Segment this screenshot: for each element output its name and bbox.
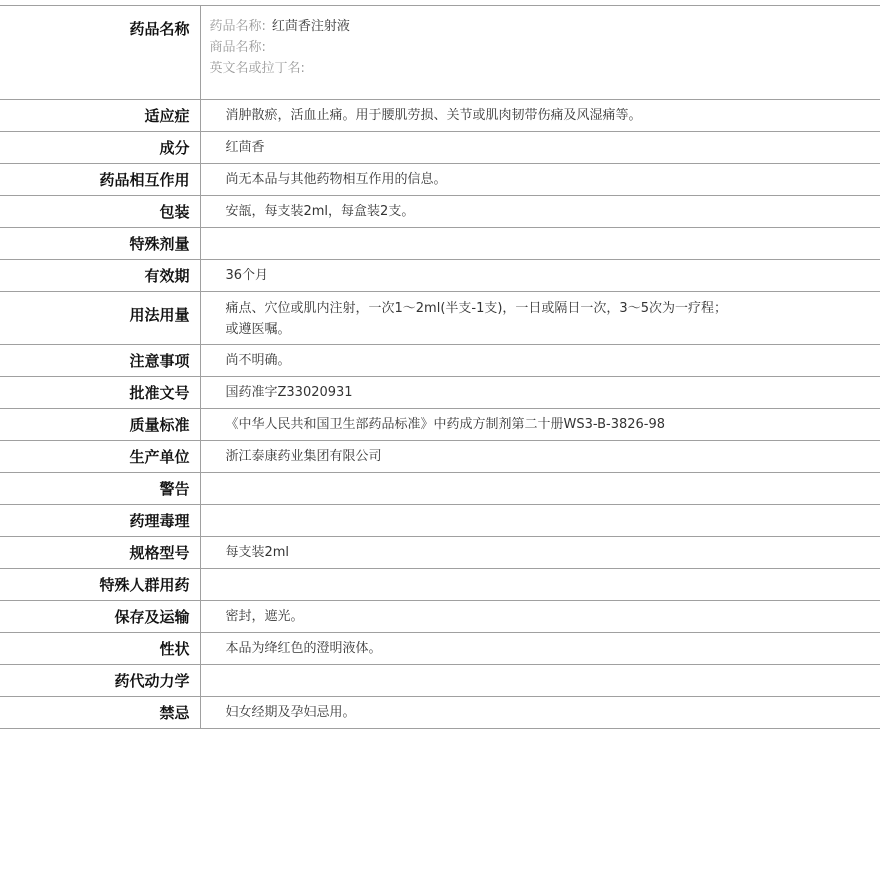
row-quality-standard [0,409,880,441]
row-label-warning: 警告 [0,473,200,505]
row-label-indications: 适应症 [0,100,200,132]
trade-name-label: 商品名称: [209,40,266,55]
row-value-interactions: 尚无本品与其他药物相互作用的信息。 [225,172,447,187]
row-storage [0,601,880,633]
row-indications [0,100,880,132]
row-value-contraindications: 妇女经期及孕妇忌用。 [225,705,356,720]
row-value-precautions: 尚不明确。 [225,353,291,368]
drug-name-cell [200,6,880,100]
row-specification [0,537,880,569]
row-interactions [0,164,880,196]
row-label-drug-name: 药品名称 [0,6,200,100]
generic-name-line [210,16,871,37]
row-label-usage: 用法用量 [0,292,200,345]
row-appearance [0,633,880,665]
row-label-pharmacokinetics: 药代动力学 [0,665,200,697]
row-label-pharm-toxicology: 药理毒理 [0,505,200,537]
row-drug-name [0,6,880,100]
row-value-approval-no: 国药准字Z33020931 [225,385,353,400]
row-label-quality-standard: 质量标准 [0,409,200,441]
row-label-ingredients: 成分 [0,132,200,164]
row-usage [0,292,880,345]
row-value-special-population [200,569,880,601]
row-value-pharm-toxicology [200,505,880,537]
row-value-pharmacokinetics [200,665,880,697]
row-pharmacokinetics [0,665,880,697]
english-name-label: 英文名或拉丁名: [209,61,305,76]
drug-info-sheet [0,5,880,729]
row-label-special-dosage: 特殊剂量 [0,228,200,260]
english-name-line [210,58,871,79]
generic-name-value: 红茴香注射液 [271,19,350,34]
row-value-ingredients: 红茴香 [225,140,265,155]
row-manufacturer [0,441,880,473]
row-label-approval-no: 批准文号 [0,377,200,409]
row-value-quality-standard: 《中华人民共和国卫生部药品标准》中药成方制剂第二十册WS3-B-3826-98 [225,417,666,432]
row-value-package: 安瓿，每支装2ml，每盒装2支。 [225,204,415,219]
row-value-warning [200,473,880,505]
row-value-appearance: 本品为绛红色的澄明液体。 [225,641,382,656]
trade-name-line [210,37,871,58]
row-shelf-life [0,260,880,292]
row-label-storage: 保存及运输 [0,601,200,633]
row-label-interactions: 药品相互作用 [0,164,200,196]
row-value-manufacturer: 浙江泰康药业集团有限公司 [225,449,382,464]
row-value-special-dosage [200,228,880,260]
row-value-usage: 痛点、穴位或肌内注射，一次1～2ml(半支-1支)，一日或隔日一次，3～5次为一疗程；或遵医嘱。 [225,301,727,337]
row-pharm-toxicology [0,505,880,537]
row-value-shelf-life: 36个月 [225,268,269,283]
row-label-shelf-life: 有效期 [0,260,200,292]
row-precautions [0,345,880,377]
row-label-package: 包装 [0,196,200,228]
row-value-specification: 每支装2ml [225,545,290,560]
row-label-specification: 规格型号 [0,537,200,569]
row-warning [0,473,880,505]
row-value-indications: 消肿散瘀，活血止痛。用于腰肌劳损、关节或肌肉韧带伤痛及风湿痛等。 [225,108,642,123]
row-special-population [0,569,880,601]
row-label-precautions: 注意事项 [0,345,200,377]
row-value-storage: 密封，遮光。 [225,609,304,624]
row-approval-no [0,377,880,409]
row-label-special-population: 特殊人群用药 [0,569,200,601]
row-contraindications [0,697,880,729]
drug-info-table [0,5,880,729]
row-label-manufacturer: 生产单位 [0,441,200,473]
row-label-appearance: 性状 [0,633,200,665]
row-label-contraindications: 禁忌 [0,697,200,729]
row-package [0,196,880,228]
row-ingredients [0,132,880,164]
row-special-dosage [0,228,880,260]
generic-name-label: 药品名称: [209,19,266,34]
